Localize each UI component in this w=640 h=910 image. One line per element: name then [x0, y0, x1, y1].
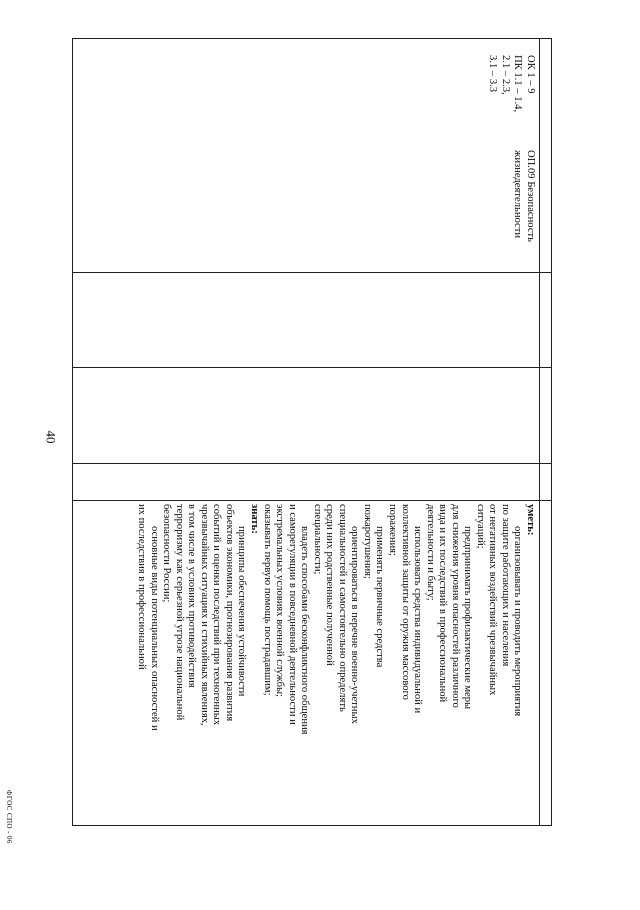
skills-line: поражения;	[386, 504, 398, 557]
skills-line: ситуаций;	[474, 504, 486, 549]
discipline-name-cell	[416, 150, 536, 268]
skills-line: специальности;	[311, 504, 323, 575]
table-border-bottom	[72, 38, 73, 826]
skills-line: принципы обеспечения устойчивости	[236, 526, 248, 697]
skills-line: предпринимать профилактические меры	[462, 526, 474, 710]
skills-line: для снижения уровня опасностей различного	[449, 504, 461, 708]
page-number: 40	[43, 430, 59, 444]
skills-line: знать:	[248, 504, 260, 534]
competency-codes-cell	[416, 55, 536, 155]
skills-line: их последствия в профессиональной	[136, 504, 148, 670]
skills-line: в том числе в условиях противодействия	[186, 504, 198, 688]
skills-line: среди них родственные полученной	[324, 504, 336, 666]
skills-line: безопасности России;	[161, 504, 173, 603]
skills-line: организовывать и проводить мероприятия	[512, 526, 524, 717]
competency-line: ПК 1.1 – 1.4,	[512, 55, 524, 113]
column-divider-2	[72, 367, 552, 368]
skills-line: использовать средства индивидуальной и	[412, 526, 424, 714]
skills-line: объектов экономики, прогнозирования развития	[223, 504, 235, 722]
skills-line: и саморегуляции в повседневной деятельности и	[286, 504, 298, 725]
skills-line: специальностей и самостоятельно определять	[336, 504, 348, 712]
table-border-right	[72, 825, 552, 826]
column-divider-4	[72, 500, 552, 501]
skills-line: коллективной защиты от оружия массового	[399, 504, 411, 700]
competency-line: 2.1 – 2.3,	[499, 55, 511, 95]
skills-line: пожаротушения;	[361, 504, 373, 579]
skills-line: деятельности и быту;	[424, 504, 436, 601]
table-inner-line	[539, 38, 540, 826]
skills-line: от негативных воздействий чрезвычайных	[487, 504, 499, 696]
column-divider-3	[72, 463, 552, 464]
skills-line: применять первичные средства	[374, 526, 386, 668]
skills-line: экстремальных условиях военной службы;	[274, 504, 286, 698]
skills-line: оказывать первую помощь пострадавшим;	[261, 504, 273, 696]
skills-line: чрезвычайных ситуациях и стихийных явлениях,	[198, 504, 210, 726]
skills-line: владеть способами бесконфликтного общения	[299, 526, 311, 735]
skills-line: уметь:	[525, 504, 536, 536]
skills-line: терроризму как серьезной угрозе национальной	[173, 504, 185, 721]
curriculum-table	[72, 38, 552, 826]
hours-class-cell	[476, 276, 536, 364]
skills-line: по защите работающих и населения	[499, 504, 511, 667]
footer-standard-code: ФГОС СПО - 06	[5, 790, 13, 844]
discipline-line: жизнедеятельности	[512, 150, 524, 239]
hours-max-cell	[476, 371, 536, 459]
skills-line: основные виды потенциальных опасностей и	[148, 526, 160, 731]
skills-line: событий и оценки последствий при техногенных	[211, 504, 223, 726]
table-border-top	[551, 38, 552, 826]
competency-line: 3.1 – 3.3	[487, 55, 499, 93]
table-border-left	[72, 38, 552, 39]
discipline-line: ОП.09 Безопасность	[525, 150, 536, 242]
competency-line: ОК 1 – 9	[525, 55, 536, 94]
skills-line: вида и их последствий в профессиональной	[437, 504, 449, 703]
skills-knowledge-cell	[76, 504, 536, 824]
column-divider-1	[72, 272, 552, 273]
skills-line: ориентироваться в перечне военно-учетных	[349, 526, 361, 724]
table-rotated	[72, 38, 552, 826]
